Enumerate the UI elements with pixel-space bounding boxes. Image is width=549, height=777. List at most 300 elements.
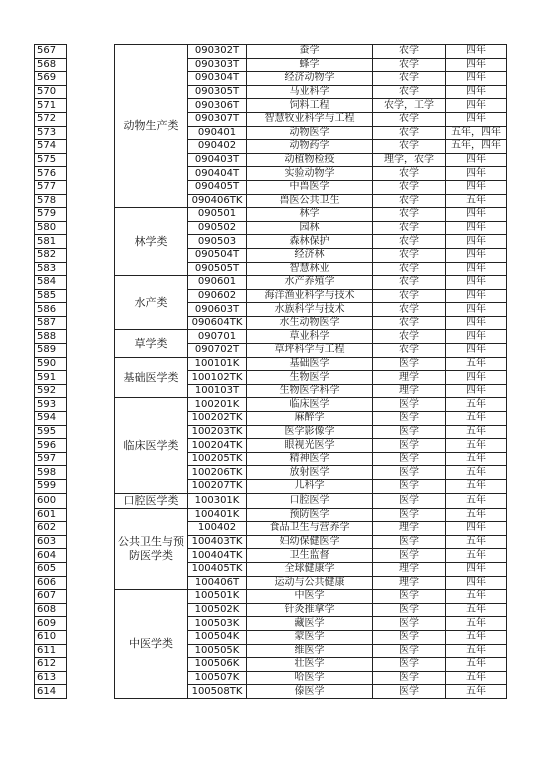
degree-cell: 农学，工学 bbox=[373, 99, 446, 113]
row-number: 598 bbox=[35, 466, 67, 480]
row-number: 587 bbox=[35, 316, 67, 330]
years-cell: 五年 bbox=[446, 630, 507, 644]
table-row bbox=[35, 180, 507, 194]
years-cell: 四年 bbox=[446, 562, 507, 576]
discipline-column-cell bbox=[67, 644, 115, 658]
discipline-column-cell bbox=[67, 535, 115, 549]
table-row bbox=[35, 221, 507, 235]
table-body bbox=[35, 45, 507, 699]
major-name-cell: 中兽医学 bbox=[247, 180, 373, 194]
degree-cell: 农学 bbox=[373, 262, 446, 276]
major-code-cell: 090401 bbox=[188, 126, 247, 140]
row-number: 596 bbox=[35, 439, 67, 453]
row-number: 575 bbox=[35, 153, 67, 167]
table-row bbox=[35, 85, 507, 99]
row-number: 581 bbox=[35, 235, 67, 249]
discipline-column-cell bbox=[67, 480, 115, 494]
discipline-column-cell bbox=[67, 522, 115, 536]
years-cell: 四年 bbox=[446, 235, 507, 249]
row-number: 593 bbox=[35, 398, 67, 412]
category-cell: 临床医学类 bbox=[115, 398, 188, 493]
row-number: 573 bbox=[35, 126, 67, 140]
row-number: 570 bbox=[35, 85, 67, 99]
row-number: 569 bbox=[35, 72, 67, 86]
discipline-column-cell bbox=[67, 208, 115, 222]
degree-cell: 医学 bbox=[373, 644, 446, 658]
row-number: 576 bbox=[35, 167, 67, 181]
major-name-cell: 食品卫生与营养学 bbox=[247, 522, 373, 536]
major-name-cell: 妇幼保健医学 bbox=[247, 535, 373, 549]
row-number: 599 bbox=[35, 480, 67, 494]
major-name-cell: 卫生监督 bbox=[247, 549, 373, 563]
row-number: 611 bbox=[35, 644, 67, 658]
degree-cell: 医学 bbox=[373, 480, 446, 494]
table-row bbox=[35, 153, 507, 167]
table-row bbox=[35, 58, 507, 72]
years-cell: 五年 bbox=[446, 493, 507, 508]
row-number: 603 bbox=[35, 535, 67, 549]
row-number: 602 bbox=[35, 522, 67, 536]
degree-cell: 农学 bbox=[373, 276, 446, 290]
row-number: 577 bbox=[35, 180, 67, 194]
major-name-cell: 临床医学 bbox=[247, 398, 373, 412]
discipline-column-cell bbox=[67, 493, 115, 508]
major-code-cell: 090302T bbox=[188, 45, 247, 59]
table-row bbox=[35, 549, 507, 563]
years-cell: 五年 bbox=[446, 603, 507, 617]
major-name-cell: 动物医学 bbox=[247, 126, 373, 140]
major-code-cell: 090502 bbox=[188, 221, 247, 235]
major-code-cell: 100506K bbox=[188, 658, 247, 672]
discipline-column-cell bbox=[67, 508, 115, 522]
degree-cell: 医学 bbox=[373, 357, 446, 371]
major-name-cell: 林学 bbox=[247, 208, 373, 222]
table-row bbox=[35, 535, 507, 549]
discipline-column-cell bbox=[67, 439, 115, 453]
discipline-column-cell bbox=[67, 45, 115, 59]
years-cell: 五年 bbox=[446, 617, 507, 631]
major-code-cell: 100206TK bbox=[188, 466, 247, 480]
row-number: 592 bbox=[35, 384, 67, 398]
years-cell: 五年 bbox=[446, 466, 507, 480]
major-name-cell: 智慧牧业科学与工程 bbox=[247, 112, 373, 126]
major-name-cell: 蒙医学 bbox=[247, 630, 373, 644]
degree-cell: 医学 bbox=[373, 685, 446, 699]
discipline-column-cell bbox=[67, 289, 115, 303]
row-number: 597 bbox=[35, 452, 67, 466]
table-row bbox=[35, 508, 507, 522]
discipline-column-cell bbox=[67, 398, 115, 412]
degree-cell: 医学 bbox=[373, 508, 446, 522]
discipline-column-cell bbox=[67, 685, 115, 699]
table-row bbox=[35, 576, 507, 590]
major-code-cell: 090404T bbox=[188, 167, 247, 181]
row-number: 567 bbox=[35, 45, 67, 59]
major-code-cell: 100102TK bbox=[188, 371, 247, 385]
major-name-cell: 草业科学 bbox=[247, 330, 373, 344]
table-row bbox=[35, 466, 507, 480]
row-number: 578 bbox=[35, 194, 67, 208]
degree-cell: 农学 bbox=[373, 330, 446, 344]
row-number: 590 bbox=[35, 357, 67, 371]
major-name-cell: 蚕学 bbox=[247, 45, 373, 59]
discipline-column-cell bbox=[67, 221, 115, 235]
years-cell: 四年 bbox=[446, 248, 507, 262]
table-row bbox=[35, 412, 507, 426]
major-name-cell: 医学影像学 bbox=[247, 425, 373, 439]
discipline-column-cell bbox=[67, 452, 115, 466]
degree-cell: 农学 bbox=[373, 194, 446, 208]
major-code-cell: 090303T bbox=[188, 58, 247, 72]
degree-cell: 农学 bbox=[373, 235, 446, 249]
major-code-cell: 090307T bbox=[188, 112, 247, 126]
discipline-column-cell bbox=[67, 671, 115, 685]
table-row bbox=[35, 140, 507, 154]
major-name-cell: 草坪科学与工程 bbox=[247, 344, 373, 358]
degree-cell: 农学 bbox=[373, 221, 446, 235]
years-cell: 五年 bbox=[446, 535, 507, 549]
major-name-cell: 经济林 bbox=[247, 248, 373, 262]
row-number: 607 bbox=[35, 590, 67, 604]
years-cell: 五年 bbox=[446, 412, 507, 426]
major-name-cell: 精神医学 bbox=[247, 452, 373, 466]
table-row bbox=[35, 603, 507, 617]
row-number: 572 bbox=[35, 112, 67, 126]
row-number: 582 bbox=[35, 248, 67, 262]
major-code-cell: 090602 bbox=[188, 289, 247, 303]
years-cell: 五年 bbox=[446, 398, 507, 412]
table-row bbox=[35, 194, 507, 208]
major-name-cell: 智慧林业 bbox=[247, 262, 373, 276]
major-code-cell: 100401K bbox=[188, 508, 247, 522]
table-row bbox=[35, 344, 507, 358]
degree-cell: 农学 bbox=[373, 72, 446, 86]
degree-cell: 医学 bbox=[373, 671, 446, 685]
degree-cell: 医学 bbox=[373, 658, 446, 672]
major-name-cell: 麻醉学 bbox=[247, 412, 373, 426]
major-code-cell: 100204TK bbox=[188, 439, 247, 453]
major-name-cell: 动植物检疫 bbox=[247, 153, 373, 167]
major-code-cell: 090402 bbox=[188, 140, 247, 154]
major-code-cell: 100505K bbox=[188, 644, 247, 658]
degree-cell: 农学 bbox=[373, 126, 446, 140]
degree-cell: 理学 bbox=[373, 522, 446, 536]
major-name-cell: 园林 bbox=[247, 221, 373, 235]
years-cell: 四年 bbox=[446, 112, 507, 126]
degree-cell: 农学 bbox=[373, 208, 446, 222]
major-code-cell: 100405TK bbox=[188, 562, 247, 576]
major-code-cell: 100101K bbox=[188, 357, 247, 371]
years-cell: 四年 bbox=[446, 522, 507, 536]
degree-cell: 医学 bbox=[373, 439, 446, 453]
row-number: 579 bbox=[35, 208, 67, 222]
major-code-cell: 090403T bbox=[188, 153, 247, 167]
major-name-cell: 儿科学 bbox=[247, 480, 373, 494]
major-name-cell: 藏医学 bbox=[247, 617, 373, 631]
category-cell: 动物生产类 bbox=[115, 45, 188, 208]
degree-cell: 农学 bbox=[373, 344, 446, 358]
row-number: 585 bbox=[35, 289, 67, 303]
discipline-column-cell bbox=[67, 248, 115, 262]
major-code-cell: 090603T bbox=[188, 303, 247, 317]
discipline-column-cell bbox=[67, 235, 115, 249]
major-code-cell: 090501 bbox=[188, 208, 247, 222]
category-cell: 中医学类 bbox=[115, 590, 188, 699]
major-name-cell: 蜂学 bbox=[247, 58, 373, 72]
major-code-cell: 090304T bbox=[188, 72, 247, 86]
table-row bbox=[35, 112, 507, 126]
table-row bbox=[35, 316, 507, 330]
major-code-cell: 090604TK bbox=[188, 316, 247, 330]
years-cell: 四年 bbox=[446, 344, 507, 358]
degree-cell: 理学，农学 bbox=[373, 153, 446, 167]
major-name-cell: 生物医学 bbox=[247, 371, 373, 385]
table-row bbox=[35, 480, 507, 494]
discipline-column-cell bbox=[67, 603, 115, 617]
table-row bbox=[35, 644, 507, 658]
discipline-column-cell bbox=[67, 357, 115, 371]
discipline-column-cell bbox=[67, 590, 115, 604]
years-cell: 四年 bbox=[446, 576, 507, 590]
table-row bbox=[35, 303, 507, 317]
row-number: 588 bbox=[35, 330, 67, 344]
years-cell: 四年 bbox=[446, 303, 507, 317]
degree-cell: 理学 bbox=[373, 562, 446, 576]
major-name-cell: 饲料工程 bbox=[247, 99, 373, 113]
table-row bbox=[35, 685, 507, 699]
row-number: 584 bbox=[35, 276, 67, 290]
discipline-column-cell bbox=[67, 562, 115, 576]
degree-cell: 农学 bbox=[373, 58, 446, 72]
major-name-cell: 预防医学 bbox=[247, 508, 373, 522]
major-code-cell: 090504T bbox=[188, 248, 247, 262]
years-cell: 五年，四年 bbox=[446, 126, 507, 140]
major-code-cell: 090406TK bbox=[188, 194, 247, 208]
degree-cell: 理学 bbox=[373, 384, 446, 398]
row-number: 606 bbox=[35, 576, 67, 590]
discipline-column-cell bbox=[67, 549, 115, 563]
years-cell: 四年 bbox=[446, 208, 507, 222]
row-number: 591 bbox=[35, 371, 67, 385]
major-name-cell: 基础医学 bbox=[247, 357, 373, 371]
years-cell: 四年 bbox=[446, 85, 507, 99]
major-code-cell: 100507K bbox=[188, 671, 247, 685]
major-code-cell: 100501K bbox=[188, 590, 247, 604]
major-name-cell: 海洋渔业科学与技术 bbox=[247, 289, 373, 303]
major-name-cell: 眼视光医学 bbox=[247, 439, 373, 453]
major-code-cell: 090702T bbox=[188, 344, 247, 358]
table-row bbox=[35, 208, 507, 222]
discipline-column-cell bbox=[67, 303, 115, 317]
discipline-column-cell bbox=[67, 658, 115, 672]
major-name-cell: 水族科学与技术 bbox=[247, 303, 373, 317]
table-row bbox=[35, 617, 507, 631]
table-row bbox=[35, 262, 507, 276]
category-cell: 公共卫生与预防医学类 bbox=[115, 508, 188, 590]
table-row bbox=[35, 493, 507, 508]
major-code-cell: 090503 bbox=[188, 235, 247, 249]
degree-cell: 农学 bbox=[373, 45, 446, 59]
table-row bbox=[35, 99, 507, 113]
years-cell: 四年 bbox=[446, 289, 507, 303]
discipline-column-cell bbox=[67, 180, 115, 194]
years-cell: 四年 bbox=[446, 276, 507, 290]
major-name-cell: 壮医学 bbox=[247, 658, 373, 672]
row-number: 589 bbox=[35, 344, 67, 358]
degree-cell: 医学 bbox=[373, 466, 446, 480]
major-name-cell: 运动与公共健康 bbox=[247, 576, 373, 590]
major-code-cell: 100207TK bbox=[188, 480, 247, 494]
major-code-cell: 100404TK bbox=[188, 549, 247, 563]
table-row bbox=[35, 72, 507, 86]
discipline-column-cell bbox=[67, 425, 115, 439]
table-row bbox=[35, 630, 507, 644]
row-number: 604 bbox=[35, 549, 67, 563]
major-code-cell: 100406T bbox=[188, 576, 247, 590]
row-number: 594 bbox=[35, 412, 67, 426]
major-code-cell: 090405T bbox=[188, 180, 247, 194]
degree-cell: 医学 bbox=[373, 603, 446, 617]
degree-cell: 医学 bbox=[373, 617, 446, 631]
major-name-cell: 水生动物医学 bbox=[247, 316, 373, 330]
degree-cell: 农学 bbox=[373, 112, 446, 126]
row-number: 605 bbox=[35, 562, 67, 576]
table-row bbox=[35, 248, 507, 262]
discipline-column-cell bbox=[67, 371, 115, 385]
years-cell: 五年 bbox=[446, 590, 507, 604]
discipline-column-cell bbox=[67, 194, 115, 208]
row-number: 614 bbox=[35, 685, 67, 699]
discipline-column-cell bbox=[67, 384, 115, 398]
major-catalog-table bbox=[34, 44, 507, 699]
category-cell: 水产类 bbox=[115, 276, 188, 330]
discipline-column-cell bbox=[67, 344, 115, 358]
major-code-cell: 100402 bbox=[188, 522, 247, 536]
years-cell: 五年 bbox=[446, 425, 507, 439]
row-number: 608 bbox=[35, 603, 67, 617]
degree-cell: 医学 bbox=[373, 398, 446, 412]
discipline-column-cell bbox=[67, 630, 115, 644]
years-cell: 五年 bbox=[446, 194, 507, 208]
discipline-column-cell bbox=[67, 167, 115, 181]
table-row bbox=[35, 276, 507, 290]
degree-cell: 农学 bbox=[373, 167, 446, 181]
category-cell: 林学类 bbox=[115, 208, 188, 276]
table-row bbox=[35, 371, 507, 385]
table-row bbox=[35, 590, 507, 604]
table-row bbox=[35, 452, 507, 466]
major-code-cell: 090601 bbox=[188, 276, 247, 290]
major-name-cell: 水产养殖学 bbox=[247, 276, 373, 290]
table-row bbox=[35, 289, 507, 303]
degree-cell: 农学 bbox=[373, 140, 446, 154]
row-number: 586 bbox=[35, 303, 67, 317]
major-name-cell: 哈医学 bbox=[247, 671, 373, 685]
table-row bbox=[35, 45, 507, 59]
years-cell: 五年 bbox=[446, 671, 507, 685]
major-code-cell: 100504K bbox=[188, 630, 247, 644]
row-number: 613 bbox=[35, 671, 67, 685]
degree-cell: 医学 bbox=[373, 493, 446, 508]
category-cell: 口腔医学类 bbox=[115, 493, 188, 508]
years-cell: 四年 bbox=[446, 330, 507, 344]
years-cell: 四年 bbox=[446, 316, 507, 330]
years-cell: 四年 bbox=[446, 153, 507, 167]
major-name-cell: 维医学 bbox=[247, 644, 373, 658]
discipline-column-cell bbox=[67, 126, 115, 140]
discipline-column-cell bbox=[67, 330, 115, 344]
major-name-cell: 放射医学 bbox=[247, 466, 373, 480]
major-code-cell: 100202TK bbox=[188, 412, 247, 426]
discipline-column-cell bbox=[67, 576, 115, 590]
discipline-column-cell bbox=[67, 262, 115, 276]
discipline-column-cell bbox=[67, 412, 115, 426]
discipline-column-cell bbox=[67, 112, 115, 126]
major-name-cell: 中医学 bbox=[247, 590, 373, 604]
years-cell: 五年 bbox=[446, 508, 507, 522]
major-name-cell: 生物医学科学 bbox=[247, 384, 373, 398]
table-row bbox=[35, 522, 507, 536]
table-row bbox=[35, 357, 507, 371]
degree-cell: 理学 bbox=[373, 371, 446, 385]
major-code-cell: 100205TK bbox=[188, 452, 247, 466]
discipline-column-cell bbox=[67, 153, 115, 167]
row-number: 580 bbox=[35, 221, 67, 235]
degree-cell: 农学 bbox=[373, 248, 446, 262]
major-name-cell: 傣医学 bbox=[247, 685, 373, 699]
years-cell: 四年 bbox=[446, 45, 507, 59]
degree-cell: 理学 bbox=[373, 576, 446, 590]
major-name-cell: 全球健康学 bbox=[247, 562, 373, 576]
years-cell: 四年 bbox=[446, 221, 507, 235]
row-number: 609 bbox=[35, 617, 67, 631]
years-cell: 四年 bbox=[446, 99, 507, 113]
degree-cell: 农学 bbox=[373, 85, 446, 99]
years-cell: 四年 bbox=[446, 371, 507, 385]
major-code-cell: 100503K bbox=[188, 617, 247, 631]
major-name-cell: 针灸推拿学 bbox=[247, 603, 373, 617]
table-row bbox=[35, 330, 507, 344]
major-name-cell: 动物药学 bbox=[247, 140, 373, 154]
discipline-column-cell bbox=[67, 72, 115, 86]
row-number: 583 bbox=[35, 262, 67, 276]
table-row bbox=[35, 671, 507, 685]
major-code-cell: 100508TK bbox=[188, 685, 247, 699]
table-row bbox=[35, 384, 507, 398]
row-number: 612 bbox=[35, 658, 67, 672]
table-row bbox=[35, 425, 507, 439]
degree-cell: 医学 bbox=[373, 535, 446, 549]
years-cell: 四年 bbox=[446, 167, 507, 181]
major-code-cell: 100301K bbox=[188, 493, 247, 508]
degree-cell: 农学 bbox=[373, 316, 446, 330]
table-row bbox=[35, 658, 507, 672]
years-cell: 五年 bbox=[446, 480, 507, 494]
major-code-cell: 100203TK bbox=[188, 425, 247, 439]
table-row bbox=[35, 398, 507, 412]
discipline-column-cell bbox=[67, 466, 115, 480]
discipline-column-cell bbox=[67, 58, 115, 72]
major-name-cell: 森林保护 bbox=[247, 235, 373, 249]
row-number: 600 bbox=[35, 493, 67, 508]
years-cell: 五年 bbox=[446, 658, 507, 672]
discipline-column-cell bbox=[67, 276, 115, 290]
major-name-cell: 马业科学 bbox=[247, 85, 373, 99]
discipline-column-cell bbox=[67, 140, 115, 154]
table-row bbox=[35, 235, 507, 249]
degree-cell: 医学 bbox=[373, 590, 446, 604]
row-number: 610 bbox=[35, 630, 67, 644]
